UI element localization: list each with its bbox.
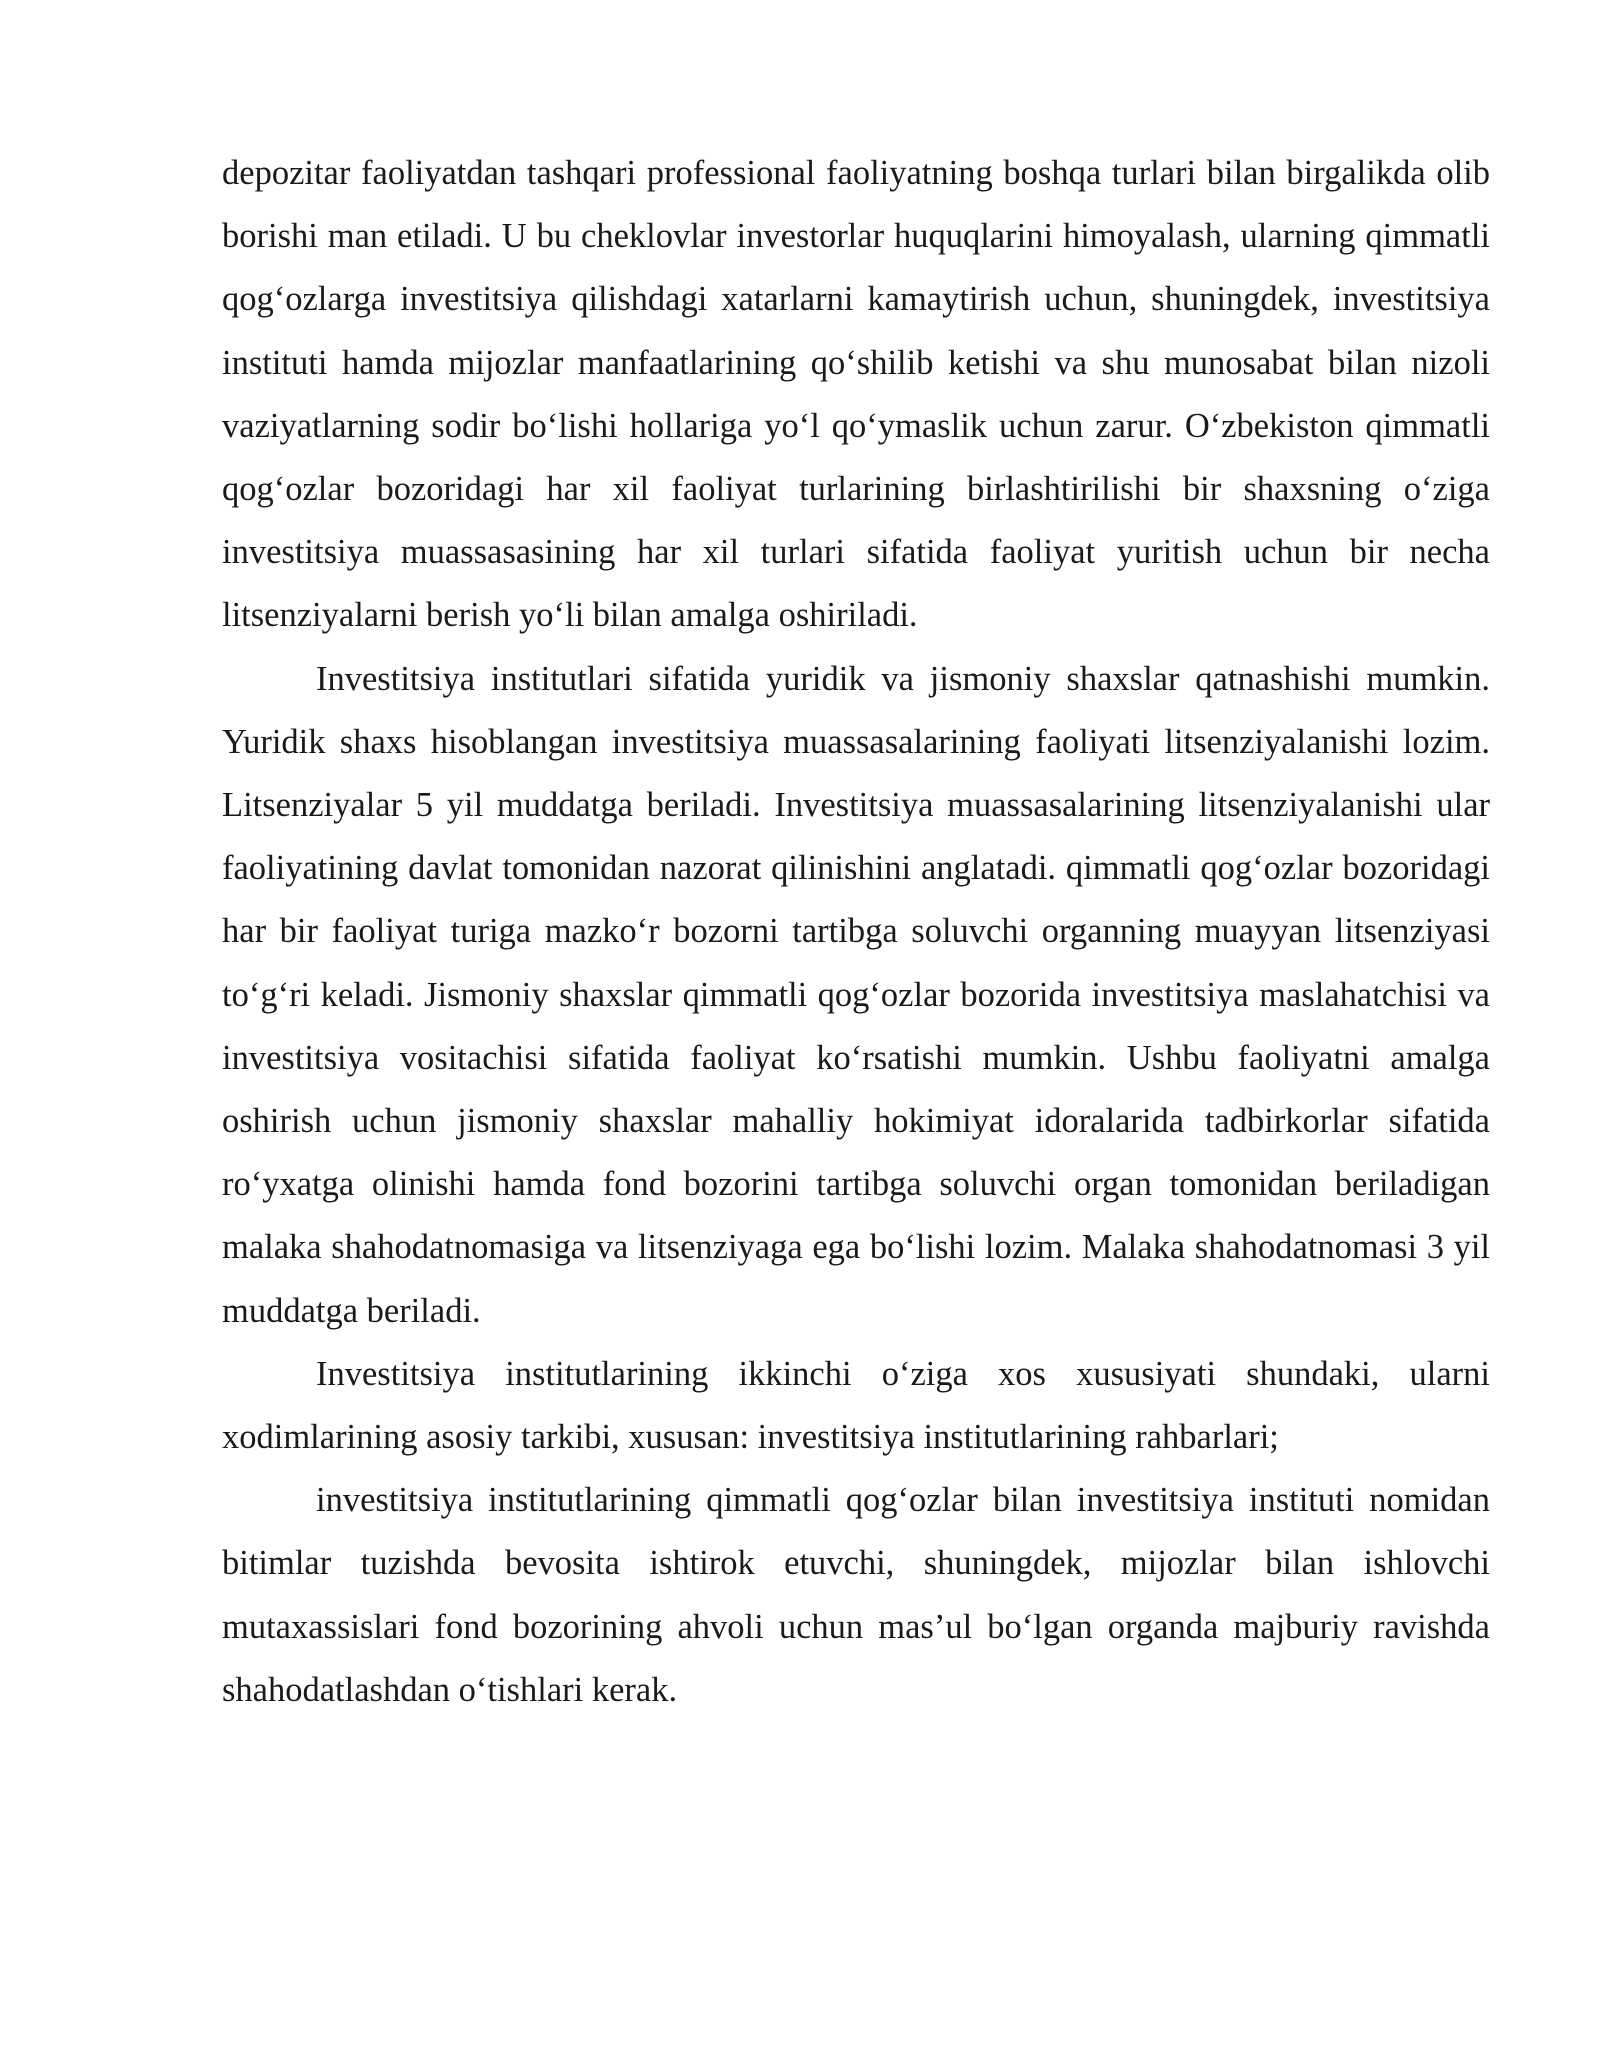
paragraph-2: Investitsiya institutlari sifatida yuridik va jismoniy shaxslar qatnashishi mumkin. Yuridik shaxs hisoblangan investitsiya muassasalarining faoliyati litsenziyalanishi lozim. Litsenziyalar 5 yil muddatga beriladi. Investitsiya muassasalarining litsenziyalanishi ular faoliyatining davlat tomonidan nazorat qilinishini anglatadi. qimmatli qog‘ozlar bozoridagi har bir faoliyat turiga mazko‘r bozorni tartibga soluvchi organning muayyan litsenziyasi to‘g‘ri keladi. Jismoniy shaxslar qimmatli qog‘ozlar bozorida investitsiya maslahatchisi va investitsiya vositachisi sifatida faoliyat ko‘rsatishi mumkin. Ushbu faoliyatni amalga oshirish uchun jismoniy shaxslar mahalliy hokimiyat idoralarida tadbirkorlar sifatida ro‘yxatga olinishi hamda fond bozorini tartibga soluvchi organ tomonidan beriladigan malaka shahodatnomasiga va litsenziyaga ega bo‘lishi lozim. Malaka shahodatnomasi 3 yil muddatga beriladi. (222, 659, 1490, 1330)
paragraph-3: Investitsiya institutlarining ikkinchi o‘ziga xos xususiyati shundaki, ularni xodimlarining asosiy tarkibi, xususan: investitsiya institutlarining rahbarlari; (222, 1354, 1490, 1457)
paragraph-4: investitsiya institutlarining qimmatli qog‘ozlar bilan investitsiya instituti nomidan bitimlar tuzishda bevosita ishtirok etuvchi, shuningdek, mijozlar bilan ishlovchi mutaxassislari fond bozorining ahvoli uchun mas’ul bo‘lgan organda majburiy ravishda shahodatlashdan o‘tishlari kerak. (222, 1481, 1490, 1709)
paragraph-1: depozitar faoliyatdan tashqari professional faoliyatning boshqa turlari bilan birgalikda olib borishi man etiladi. U bu cheklovlar investorlar huquqlarini himoyalash, ularning qimmatli qog‘ozlarga investitsiya qilishdagi xatarlarni kamaytirish uchun, shuningdek, investitsiya instituti hamda mijozlar manfaatlarining qo‘shilib ketishi va shu munosabat bilan nizoli vaziyatlarning sodir bo‘lishi hollariga yo‘l qo‘ymaslik uchun zarur. O‘zbekiston qimmatli qog‘ozlar bozoridagi har xil faoliyat turlarining birlashtirilishi bir shaxsning o‘ziga investitsiya muassasasining har xil turlari sifatida faoliyat yuritish uchun bir necha litsenziyalarni berish yo‘li bilan amalga oshiriladi. (222, 154, 1490, 635)
document-page (222, 142, 1490, 1722)
